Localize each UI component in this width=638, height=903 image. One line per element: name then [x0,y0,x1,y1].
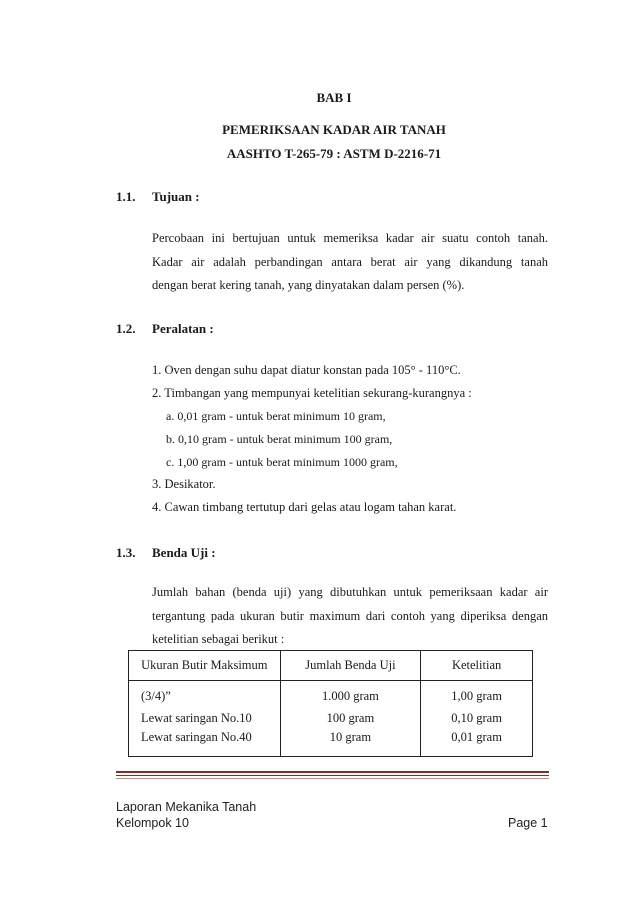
peralatan-subitem: a. 0,01 gram - untuk berat minimum 10 gram, [166,409,386,423]
document-title: PEMERIKSAAN KADAR AIR TANAH [222,122,446,137]
chapter-label: BAB I [316,90,352,105]
table-header-cell: Jumlah Benda Uji [280,651,421,681]
footer-divider [116,775,549,776]
footer-page-number: Page 1 [508,816,548,830]
footer-divider [116,778,549,779]
peralatan-item: 1. Oven dengan suhu dapat diatur konstan pada 105° - 110°C. [152,363,461,377]
table-row [129,681,533,708]
table-cell: 1,00 gram [421,681,533,708]
tujuan-paragraph-line: Percobaan ini bertujuan untuk memeriksa kadar air suatu contoh tanah. [152,231,548,245]
table-cell: (3/4)” [129,681,281,708]
section-benda-uji-number: 1.3. [116,545,136,560]
footer-report-title: Laporan Mekanika Tanah [116,800,257,814]
table-header-row [129,651,533,681]
table-cell: 0,10 gram [421,707,533,729]
peralatan-subitem: b. 0,10 gram - untuk berat minimum 100 gram, [166,432,393,446]
table-cell: Lewat saringan No.40 [129,729,281,757]
table-cell: Lewat saringan No.10 [129,707,281,729]
table-row [129,729,533,757]
benda-uji-paragraph-line: Jumlah bahan (benda uji) yang dibutuhkan untuk pemeriksaan kadar air [152,585,548,599]
peralatan-subitem: c. 1,00 gram - untuk berat minimum 1000 gram, [166,455,398,469]
table-cell: 10 gram [280,729,421,757]
peralatan-item: 3. Desikator. [152,477,216,491]
section-tujuan-number: 1.1. [116,189,136,204]
tujuan-paragraph-line: Kadar air adalah perbandingan antara berat air yang dikandung tanah [152,255,548,269]
table-row [129,707,533,729]
section-benda-uji-heading: Benda Uji : [152,545,216,560]
section-tujuan-heading: Tujuan : [152,189,200,204]
footer-divider [116,771,549,773]
table-header-cell: Ukuran Butir Maksimum [129,651,281,681]
table-header-cell: Ketelitian [421,651,533,681]
benda-uji-paragraph-line: tergantung pada ukuran butir maximum dari contoh yang diperiksa dengan [152,609,548,623]
peralatan-item: 2. Timbangan yang mempunyai ketelitian sekurang-kurangnya : [152,386,472,400]
table-cell: 0,01 gram [421,729,533,757]
standard-reference: AASHTO T-265-79 : ASTM D-2216-71 [226,146,442,161]
peralatan-item: 4. Cawan timbang tertutup dari gelas atau logam tahan karat. [152,500,457,514]
benda-uji-paragraph-line: ketelitian sebagai berikut : [152,632,285,646]
section-peralatan-heading: Peralatan : [152,321,214,336]
footer-group: Kelompok 10 [116,816,189,830]
benda-uji-table [128,650,533,757]
table-cell: 1.000 gram [280,681,421,708]
table-cell: 100 gram [280,707,421,729]
tujuan-paragraph-line: dengan berat kering tanah, yang dinyatakan dalam persen (%). [152,278,465,292]
section-peralatan-number: 1.2. [116,321,136,336]
